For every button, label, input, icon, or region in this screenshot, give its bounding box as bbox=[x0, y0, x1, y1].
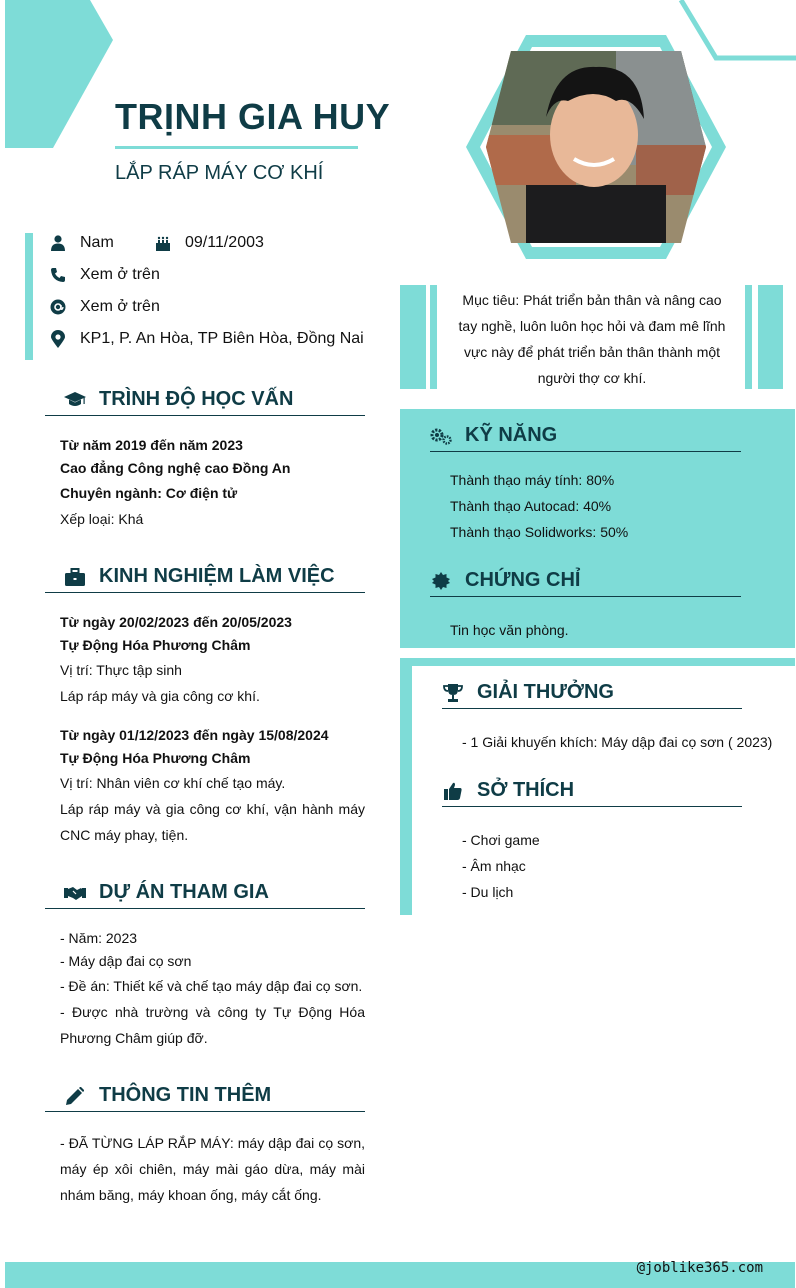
contact-address bbox=[50, 330, 364, 348]
job-position: LẮP RÁP MÁY CƠ KHÍ bbox=[115, 162, 324, 184]
skills-divider bbox=[430, 451, 741, 452]
certificates-divider bbox=[430, 596, 741, 597]
awards-header bbox=[442, 681, 614, 704]
education-school: Cao đẳng Công nghệ cao Đồng An bbox=[60, 460, 291, 476]
contact-birthday bbox=[155, 234, 264, 252]
objective-bar-left-thick bbox=[400, 285, 426, 389]
phone-value: Xem ở trên bbox=[80, 266, 160, 283]
extra-info-title: THÔNG TIN THÊM bbox=[99, 1084, 272, 1106]
skill-item-3: Thành thạo Solidworks: 50% bbox=[450, 524, 629, 540]
contact-gender bbox=[50, 234, 114, 252]
email-value: Xem ở trên bbox=[80, 298, 160, 315]
experience-1-company: Tự Động Hóa Phương Châm bbox=[60, 637, 251, 653]
extra-info-text: - ĐÃ TỪNG LÁP RẮP MÁY: máy dập đai cọ sơn, máy ép xôi chiên, máy mài gáo dừa, máy mài nhám băng, máy khoan ống, máy cắt ống. bbox=[60, 1135, 365, 1203]
objective-bar-left-thin bbox=[430, 285, 437, 389]
name-underline bbox=[115, 146, 358, 149]
profile-photo bbox=[466, 35, 726, 259]
education-header bbox=[64, 388, 293, 411]
decorative-shape-top-left bbox=[5, 0, 115, 148]
awards-panel-left-border bbox=[400, 658, 412, 915]
certificate-badge-icon bbox=[430, 571, 452, 591]
project-line-1: - Năm: 2023 bbox=[60, 930, 138, 946]
phone-icon bbox=[50, 267, 66, 283]
award-item-1: - 1 Giải khuyến khích: Máy dập đai cọ sơn ( 2023) bbox=[462, 734, 773, 750]
projects-title: DỰ ÁN THAM GIA bbox=[99, 881, 269, 903]
hobbies-header bbox=[442, 779, 574, 802]
project-line-4: - Được nhà trường và công ty Tự Động Hóa Phương Châm giúp đỡ. bbox=[60, 1004, 365, 1046]
contact-phone bbox=[50, 266, 160, 284]
education-grade: Xếp loại: Khá bbox=[60, 511, 144, 527]
experience-1-desc: Láp ráp máy và gia công cơ khí. bbox=[60, 688, 260, 704]
projects-header bbox=[64, 881, 269, 904]
gender-value: Nam bbox=[80, 234, 114, 251]
at-sign-icon bbox=[50, 299, 66, 315]
experience-2-company: Tự Động Hóa Phương Châm bbox=[60, 750, 251, 766]
hobby-item-3: - Du lịch bbox=[462, 884, 514, 900]
awards-panel-top-border bbox=[400, 658, 795, 666]
skill-item-2: Thành thạo Autocad: 40% bbox=[450, 498, 612, 514]
footer-brand: @joblike365.com bbox=[636, 1260, 763, 1276]
contact-accent-bar bbox=[25, 233, 33, 360]
experience-header bbox=[64, 565, 335, 588]
extra-info-divider bbox=[45, 1111, 365, 1112]
hobbies-divider bbox=[442, 806, 742, 807]
experience-2-desc: Láp ráp máy và gia công cơ khí, vận hành máy CNC máy phay, tiện. bbox=[60, 801, 365, 843]
address-value: KP1, P. An Hòa, TP Biên Hòa, Đồng Nai bbox=[80, 330, 364, 347]
certificate-item-1: Tin học văn phòng. bbox=[450, 622, 569, 638]
skill-item-1: Thành thạo máy tính: 80% bbox=[450, 472, 615, 488]
hobby-item-1: - Chơi game bbox=[462, 832, 540, 848]
experience-divider bbox=[45, 592, 365, 593]
trophy-icon bbox=[442, 683, 464, 703]
experience-2-period: Từ ngày 01/12/2023 đến ngày 15/08/2024 bbox=[60, 727, 329, 743]
hobbies-title: SỞ THÍCH bbox=[477, 779, 575, 801]
objective-bar-right-thin bbox=[745, 285, 752, 389]
gears-icon bbox=[430, 426, 452, 446]
education-divider bbox=[45, 415, 365, 416]
map-pin-icon bbox=[50, 331, 66, 347]
project-line-3: - Đề án: Thiết kế và chế tạo máy dập đai cọ sơn. bbox=[60, 978, 363, 994]
objective-bar-right-thick bbox=[758, 285, 783, 389]
candidate-name: TRỊNH GIA HUY bbox=[115, 96, 391, 137]
birthday-cake-icon bbox=[155, 235, 171, 251]
certificates-title: CHỨNG CHỈ bbox=[465, 569, 581, 591]
hobby-item-2: - Âm nhạc bbox=[462, 858, 526, 874]
certificates-header bbox=[430, 569, 580, 592]
handshake-icon bbox=[64, 883, 86, 903]
user-icon bbox=[50, 235, 66, 251]
birthday-value: 09/11/2003 bbox=[185, 234, 264, 251]
experience-title: KINH NGHIỆM LÀM VIỆC bbox=[99, 565, 335, 587]
education-major: Chuyên ngành: Cơ điện tử bbox=[60, 485, 238, 501]
experience-1-role: Vị trí: Thực tập sinh bbox=[60, 662, 182, 678]
experience-1-period: Từ ngày 20/02/2023 đến 20/05/2023 bbox=[60, 614, 292, 630]
education-period: Từ năm 2019 đến năm 2023 bbox=[60, 437, 243, 453]
pencil-icon bbox=[64, 1086, 86, 1106]
thumbs-up-icon bbox=[442, 781, 464, 801]
projects-divider bbox=[45, 908, 365, 909]
project-line-2: - Máy dập đai cọ sơn bbox=[60, 953, 192, 969]
education-title: TRÌNH ĐỘ HỌC VẤN bbox=[99, 388, 294, 410]
awards-divider bbox=[442, 708, 742, 709]
extra-info-header bbox=[64, 1084, 271, 1107]
skills-title: KỸ NĂNG bbox=[465, 424, 558, 446]
awards-title: GIẢI THƯỞNG bbox=[477, 681, 614, 703]
contact-email bbox=[50, 298, 160, 316]
skills-header bbox=[430, 424, 557, 447]
graduation-cap-icon bbox=[64, 390, 86, 410]
briefcase-icon bbox=[64, 567, 86, 587]
career-objective: Mục tiêu: Phát triển bản thân và nâng cao tay nghề, luôn luôn học hỏi và đam mê lĩnh vực này để phát triển bản thân thành một người thợ cơ khí. bbox=[458, 292, 726, 386]
experience-2-role: Vị trí: Nhân viên cơ khí chế tạo máy. bbox=[60, 775, 286, 791]
